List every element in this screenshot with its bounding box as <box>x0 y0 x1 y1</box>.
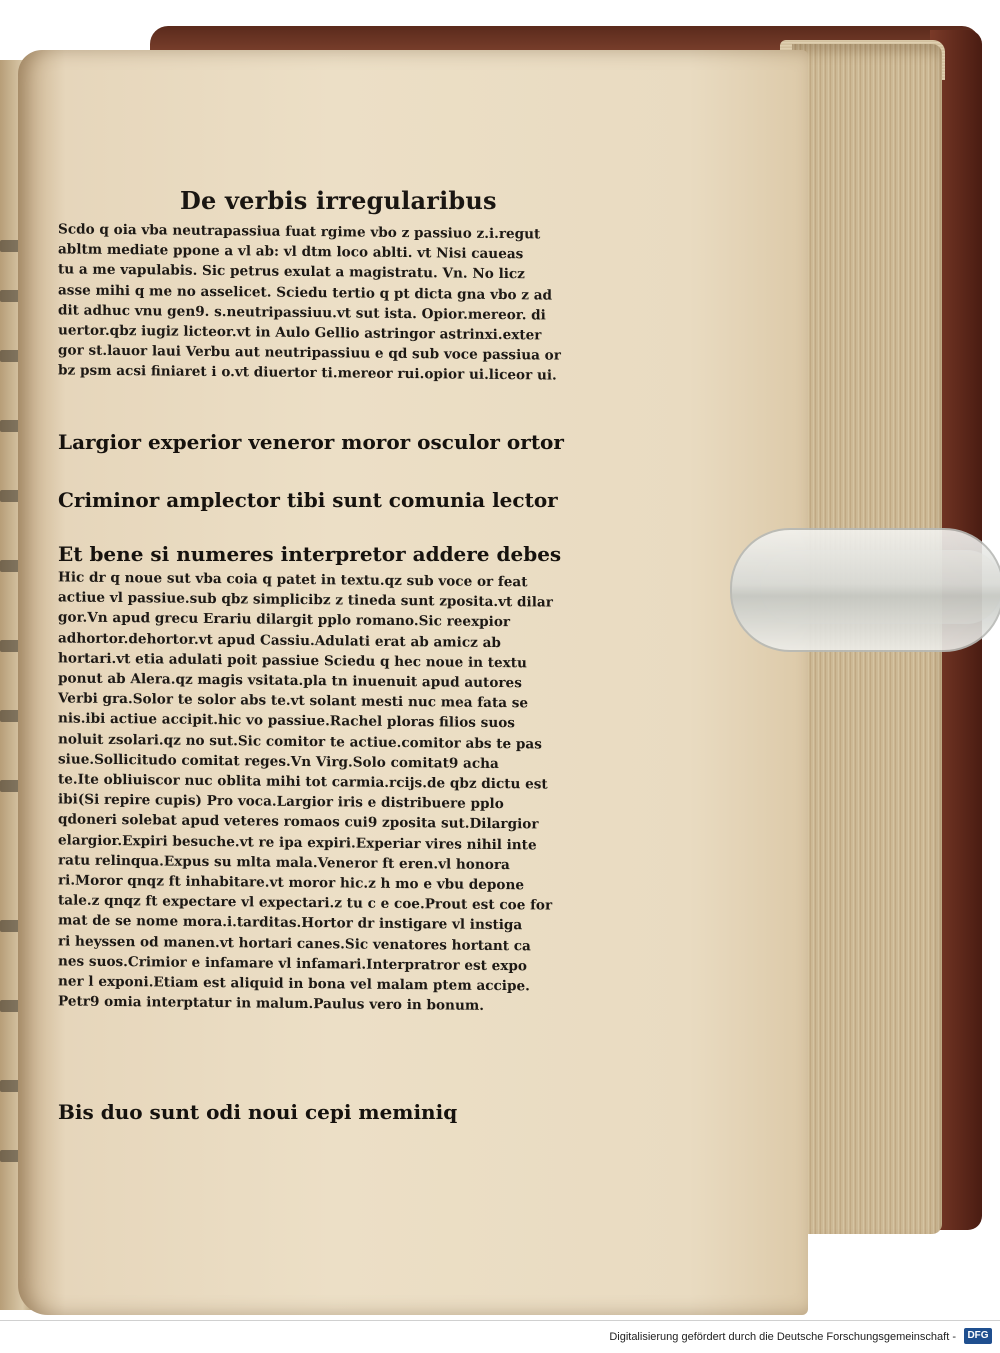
text-line: abltm mediate ppone a vl ab: vl dtm loco ablti. vt Nisi caueas <box>58 241 524 263</box>
text-line: ner l exponi.Etiam est aliquid in bona vel malam ptem accipe. <box>58 973 530 995</box>
text-line: hortari.vt etia adulati poit passiue Sciedu q hec noue in textu <box>58 650 527 672</box>
text-line: uertor.qbz iugiz licteor.vt in Aulo Gellio astringor astrinxi.exter <box>58 322 542 344</box>
text-line: gor st.lauor laui Verbu aut neutripassiuu e qd sub voce passiua or <box>58 342 561 364</box>
text-line: gor.Vn apud grecu Erariu dilargit pplo romano.Sic reexpior <box>58 609 511 631</box>
text-line: asse mihi q me no asselicet. Sciedu tertio q pt dicta gna vbo z ad <box>58 281 553 304</box>
text-line: ri.Moror qnqz ft inhabitare.vt moror hic.z h mo e vbu depone <box>58 872 524 894</box>
text-line: tu a me vapulabis. Sic petrus exulat a magistratu. Vn. No licz <box>58 261 525 283</box>
dfg-logo: DFG <box>964 1328 992 1344</box>
text-line: te.Ite obliuiscor nuc oblita mihi tot carmia.rcijs.de qbz dictu est <box>58 771 548 793</box>
commentary-paragraph-2 <box>58 567 553 1017</box>
text-line: Verbi gra.Solor te solor abs te.vt solant mesti nuc mea fata se <box>58 690 529 712</box>
commentary-paragraph-1 <box>58 219 561 386</box>
verse-line-2: Criminor amplector tibi sunt comunia lector <box>58 488 558 512</box>
text-line: Scdo q oia vba neutrapassiua fuat rgime vbo z passiuo z.i.regut <box>58 221 541 243</box>
footer-bar <box>0 1320 1000 1353</box>
funding-credit: Digitalisierung gefördert durch die Deutsche Forschungsgemeinschaft - <box>609 1331 956 1343</box>
text-line: nis.ibi actiue accipit.hic vo passiue.Rachel ploras filios suos <box>58 710 515 732</box>
text-line: ratu relinqua.Expus su mlta mala.Veneror ft eren.vl honora <box>58 852 510 873</box>
text-line: tale.z qnqz ft expectare vl expectari.z tu c e coe.Prout est coe for <box>58 892 553 914</box>
text-line: noluit zsolari.qz no sut.Sic comitor te actiue.comitor abs te pas <box>58 731 542 753</box>
text-line: dit adhuc vnu gen9. s.neutripassiuu.vt sut ista. Opior.mereor. di <box>58 302 546 324</box>
verse-line-1: Largior experior veneror moror osculor ortor <box>58 430 564 454</box>
text-line: mat de se nome mora.i.tarditas.Hortor dr instigare vl instiga <box>58 912 523 934</box>
text-line: ri heyssen od manen.vt hortari canes.Sic venatores hortant ca <box>58 933 531 955</box>
text-line: adhortor.dehortor.vt apud Cassiu.Adulati erat ab amicz ab <box>58 630 501 651</box>
text-line: elargior.Expiri besuche.vt re ipa expiri.Experiar vires nihil inte <box>58 832 537 854</box>
page-clip <box>730 528 1000 652</box>
running-head: De verbis irregularibus <box>180 186 497 215</box>
text-line: bz psm acsi finiaret i o.vt diuertor ti.mereor rui.opior ui.liceor ui. <box>58 362 557 385</box>
text-line: ibi(Si repire cupis) Pro voca.Largior iris e distribuere pplo <box>58 791 504 813</box>
text-line: Hic dr q noue sut vba coia q patet in textu.qz sub voce or feat <box>58 569 528 591</box>
text-line: siue.Sollicitudo comitat reges.Vn Virg.Solo comitat9 acha <box>58 751 499 772</box>
text-line: Petr9 omia interptatur in malum.Paulus vero in bonum. <box>58 993 484 1015</box>
text-line: actiue vl passiue.sub qbz simplicibz z tineda sunt zposita.vt dilar <box>58 589 553 611</box>
text-line: nes suos.Crimior e infamare vl infamari.Interpratror est expo <box>58 953 527 975</box>
verse-line-3: Et bene si numeres interpretor addere debes <box>58 542 562 566</box>
text-line: ponut ab Alera.qz magis vsitata.pla tn inuenuit apud autores <box>58 670 522 692</box>
verse-line-4: Bis duo sunt odi noui cepi meminiq <box>58 1100 458 1124</box>
text-line: qdoneri solebat apud veteres romaos cui9 zposita sut.Dilargior <box>58 811 539 833</box>
